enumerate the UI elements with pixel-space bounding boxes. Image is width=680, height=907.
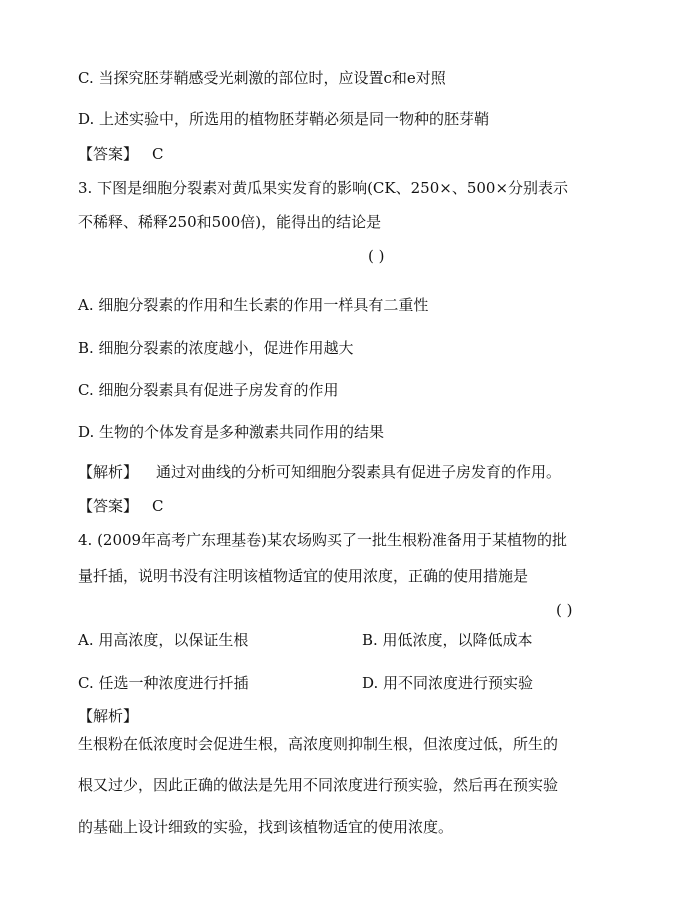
q4-analysis-line1: 生根粉在低浓度时会促进生根，高浓度则抑制生根，但浓度过低，所生的 — [78, 735, 559, 753]
q3-option-d: D. 生物的个体发育是多种激素共同作用的结果 — [78, 423, 385, 441]
q3-answer — [78, 496, 164, 516]
answer-value: C — [152, 497, 164, 515]
q4-option-d: D. 用不同浓度进行预实验 — [362, 674, 534, 692]
q3-stem-line2: 不稀释、稀释250和500倍)，能得出的结论是 — [78, 213, 382, 231]
q4-option-a: A. 用高浓度，以保证生根 — [78, 631, 249, 649]
q3-option-a: A. 细胞分裂素的作用和生长素的作用一样具有二重性 — [78, 296, 429, 314]
q4-option-c: C. 任选一种浓度进行扦插 — [78, 674, 249, 692]
q4-analysis-line3: 的基础上设计细致的实验，找到该植物适宜的使用浓度。 — [78, 818, 454, 836]
answer-value: C — [152, 145, 164, 163]
q4-option-b: B. 用低浓度，以降低成本 — [362, 631, 533, 649]
answer-tag: 【答案】 — [78, 145, 139, 163]
q3-option-b: B. 细胞分裂素的浓度越小，促进作用越大 — [78, 339, 354, 357]
q3-stem-line1: 3. 下图是细胞分裂素对黄瓜果实发育的影响(CK、250×、500×分别表示 — [78, 179, 569, 197]
q2-option-d: D. 上述实验中，所选用的植物胚芽鞘必须是同一物种的胚芽鞘 — [78, 110, 490, 128]
q3-option-c: C. 细胞分裂素具有促进子房发育的作用 — [78, 381, 339, 399]
q3-answer-paren: ( ) — [368, 247, 385, 265]
answer-tag: 【答案】 — [78, 497, 139, 515]
q3-analysis — [78, 462, 561, 482]
analysis-text: 通过对曲线的分析可知细胞分裂素具有促进子房发育的作用。 — [156, 463, 562, 481]
q4-stem-line1: 4. (2009年高考广东理基卷)某农场购买了一批生根粉准备用于某植物的批 — [78, 531, 567, 549]
q4-analysis-line2: 根又过少，因此正确的做法是先用不同浓度进行预实验，然后再在预实验 — [78, 776, 559, 794]
q2-option-c: C. 当探究胚芽鞘感受光刺激的部位时，应设置c和e对照 — [78, 69, 446, 87]
q4-stem-line2: 量扦插，说明书没有注明该植物适宜的使用浓度，正确的使用措施是 — [78, 567, 529, 585]
analysis-tag: 【解析】 — [78, 463, 139, 481]
q2-answer — [78, 144, 164, 164]
q4-analysis-tag: 【解析】 — [78, 707, 139, 725]
q4-answer-paren: ( ) — [556, 601, 573, 619]
